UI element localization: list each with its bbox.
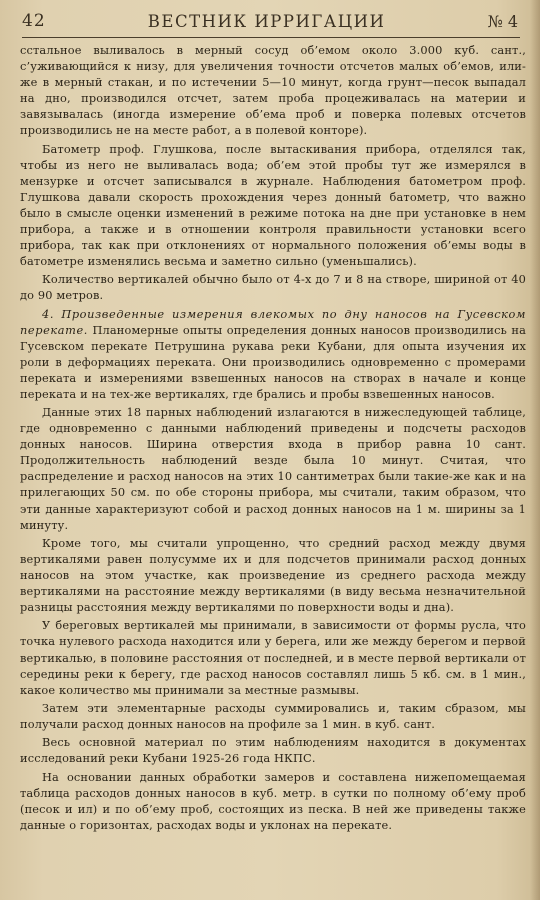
paragraph: На основании данных обработки замеров и составлена нижепомещаемая таблица расходов донных наносов в куб. метр. в сутки по полному об’ему проб (песок и ил) и по об’ему проб, состоящих из песка. В ней же приведены также данные о горизонтах, расходах воды и уклонах на перекате. (20, 769, 526, 832)
journal-title: ВЕСТНИК ИРРИГАЦИИ (147, 11, 386, 31)
section-4-body: Планомерные опыты определения донных наносов производились на Гусевском перекате Петрушина рукава реки Кубани, для опыта изучения их роли в деформациях переката. Они производились одновременно с промерами переката и измерениями взвешенных наносов на створах в начале и конце переката и на тех-же вертикалях, где брались и пробы взвешенных наносов. (20, 322, 526, 401)
paragraph: Данные этих 18 парных наблюдений излагаются в нижеследующей таблице, где одновременно с данными наблюдений приведены и подсчеты расходов донных наносов. Ширина отверстия входа в прибор равна 10 сант. Продолжительность наблюдений везде была 10 минут. Считая, что распределение и расход наносов на этих 10 сантиметрах были такие-же как и на прилегающих 50 см. по обе стороны прибора, мы считали, таким образом, что эти данные характеризуют собой и расход донных наносов на 1 м. ширины за 1 минуту. (20, 405, 526, 532)
paragraph: Затем эти элементарные расходы суммировались и, таким сбразом, мы получали расход донных наносов на профиле за 1 мин. в куб. сант. (20, 700, 526, 731)
paragraph: У береговых вертикалей мы принимали, в зависимости от формы русла, что точка нулевого расхода находится или у берега, или же между берегом и первой вертикалью, в половине расстояния от последней, и в месте первой вертикали от середины реки к берегу, где расход наносов составлял лишь 5 кб. см. в 1 мин., какое количество мы принимали за местные размывы. (20, 618, 526, 697)
paragraph: Количество вертикалей обычно было от 4-х до 7 и 8 на створе, шириной от 40 до 90 метров. (20, 272, 526, 303)
page-number: 42 (22, 11, 46, 31)
page-header (22, 8, 518, 34)
header-rule (22, 37, 520, 38)
page-spine-shadow (530, 0, 540, 900)
issue-number: № 4 (487, 11, 518, 31)
article-body (20, 42, 526, 835)
paragraph: сстальное выливалось в мерный сосуд об’емом около 3.000 куб. сант., с’уживающийся к низу, для увеличения точности отсчетов малых об’емов, или-же в мерный стакан, и по истечении 5—10 минут, когда грунт—песок выпадал на дно, производился отсчет, затем проба процеживалась на материи и завязывалась (иногда измерение об’ема проб и поверка полевых отсчетов производились не на месте работ, а в полевой конторе). (20, 43, 526, 138)
paragraph: Кроме того, мы считали упрощенно, что средний расход между двумя вертикалями равен полусумме их и для подсчетов принимали расход донных наносов на этом участке, как произведение из среднего расхода между вертикалями на расстояние между вертикалями (в виду весьма незначительной разницы расстояния между вертикалями по поверхности воды и дна). (20, 535, 526, 615)
section-4-paragraph (20, 306, 526, 402)
paragraph: Батометр проф. Глушкова, после вытаскивания прибора, отделялся так, чтобы из него не выливалась вода; об’ем этой пробы тут же измерялся в мензурке и отсчет записывался в журнале. Наблюдения батометром проф. Глушкова давали скорость прохождения через донный батометр, что важно было в смысле оценки изменений в режиме потока на дне при установке в нем прибора, а также и в отношении контроля правильности установки всего прибора, так как при отклонениях от нормального положения об’емы воды в батометре изменялись весьма и заметно сильно (уменьшались). (20, 141, 526, 268)
section-4-heading: 4. Произведенные измерения влекомых по дну наносов на Гусевском перекате. (20, 306, 526, 337)
paragraph: Весь основной материал по этим наблюдениям находится в документах исследований реки Кубани 1925-26 года НКПС. (20, 735, 526, 766)
